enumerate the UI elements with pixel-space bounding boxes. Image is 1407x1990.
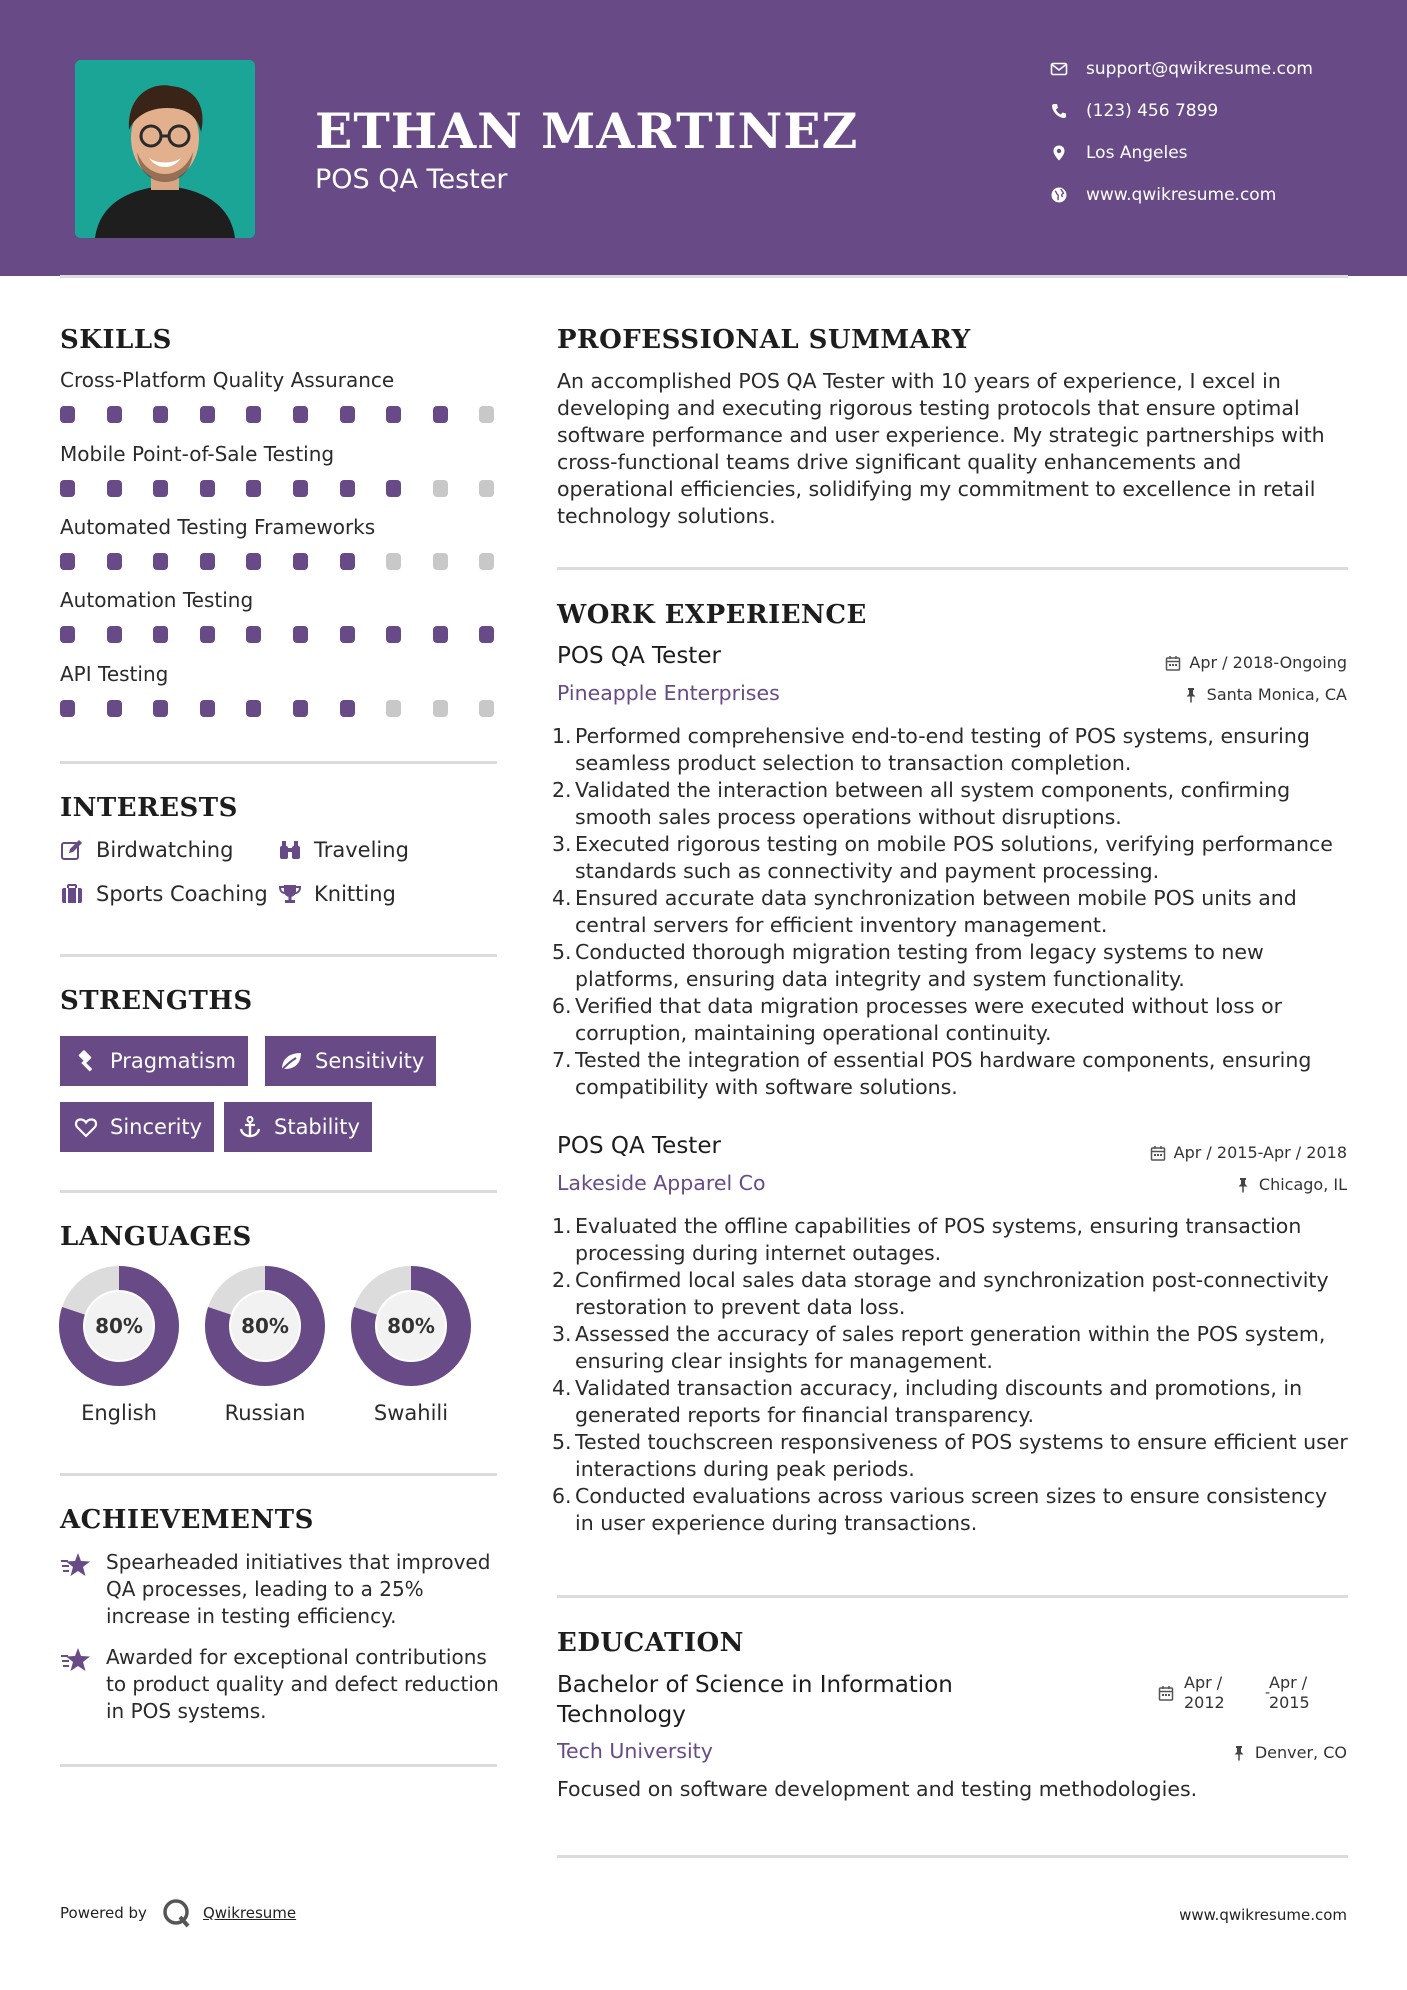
duty-item	[552, 993, 1352, 1047]
degree-line: Bachelor of Science in Information	[557, 1672, 953, 1698]
education-location	[1231, 1743, 1347, 1762]
duty-text: Validated the interaction between all system components, confirming smooth sales process operations without disruptions.	[575, 778, 1291, 829]
interest-label: Sports Coaching	[96, 882, 268, 906]
job-location	[1235, 1175, 1347, 1194]
duty-text: Conducted thorough migration testing from legacy systems to new platforms, ensuring data integrity and system functionality.	[575, 940, 1264, 991]
leaf-icon	[279, 1049, 303, 1073]
skills-heading: SKILLS	[60, 325, 172, 355]
duty-item	[552, 939, 1352, 993]
duty-item	[552, 1429, 1352, 1483]
duty-text: Conducted evaluations across various screen sizes to ensure consistency in user experience during transactions.	[575, 1484, 1328, 1535]
skill-dot-filled	[60, 626, 75, 643]
skill-dot-filled	[386, 480, 401, 497]
education-dates	[1158, 1673, 1348, 1715]
pushpin-icon	[1231, 1745, 1247, 1761]
achievement-text: Spearheaded initiatives that improved QA processes, leading to a 25% increase in testing efficiency.	[106, 1550, 491, 1628]
person-avatar-icon	[75, 60, 255, 238]
job-duties	[552, 1213, 1352, 1537]
duty-text: Performed comprehensive end-to-end testing of POS systems, ensuring seamless product selection to transaction completion.	[575, 724, 1310, 775]
edit-icon	[60, 838, 84, 862]
skill-dot-filled	[340, 406, 355, 423]
language-name: Swahili	[373, 1401, 449, 1425]
education-start-year: 2012	[1184, 1693, 1225, 1712]
duty-number: 1.	[552, 724, 572, 748]
section-divider	[60, 954, 497, 957]
skill-dot-filled	[340, 700, 355, 717]
skill-dot-filled	[153, 480, 168, 497]
skill-dot-filled	[340, 553, 355, 570]
education-end-year: 2015	[1269, 1693, 1310, 1712]
strength-badge	[60, 1102, 214, 1152]
job-title: POS QA Tester	[557, 643, 721, 669]
interest-label: Knitting	[314, 882, 396, 906]
interest-label: Traveling	[314, 838, 409, 862]
duty-text: Confirmed local sales data storage and synchronization post-connectivity restoration to prevent data loss.	[575, 1268, 1329, 1319]
envelope-icon	[1050, 60, 1068, 78]
skill-name: Automated Testing Frameworks	[60, 515, 376, 539]
calendar-icon	[1158, 1685, 1174, 1701]
skill-name: Cross-Platform Quality Assurance	[60, 368, 395, 392]
duty-number: 5.	[552, 1430, 572, 1454]
skill-dot-filled	[340, 480, 355, 497]
strength-label: Sincerity	[110, 1115, 203, 1139]
duty-item	[552, 1483, 1352, 1537]
duty-number: 2.	[552, 1268, 572, 1292]
pushpin-icon	[1183, 687, 1199, 703]
skill-dot-filled	[293, 406, 308, 423]
language-ring	[204, 1265, 326, 1387]
language-ring	[58, 1265, 180, 1387]
binoculars-icon	[278, 838, 302, 862]
skill-dot-empty	[479, 700, 494, 717]
skill-rating	[60, 553, 500, 570]
skill-dot-filled	[200, 626, 215, 643]
job-dates-text: Apr / 2015-Apr / 2018	[1173, 1143, 1347, 1162]
section-divider	[557, 1595, 1348, 1598]
section-divider	[60, 1190, 497, 1193]
job-dates-text: Apr / 2018-Ongoing	[1189, 653, 1347, 672]
achievements-heading: ACHIEVEMENTS	[60, 1505, 314, 1535]
profile-photo	[75, 60, 255, 238]
job-duties	[552, 723, 1352, 1101]
skill-dot-filled	[386, 406, 401, 423]
job-dates	[1165, 653, 1347, 672]
contact-location	[1050, 141, 1188, 165]
summary-heading: PROFESSIONAL SUMMARY	[557, 325, 971, 355]
duty-number: 2.	[552, 778, 572, 802]
achievement-item	[60, 1644, 500, 1725]
strength-badge	[224, 1102, 372, 1152]
interest-label: Birdwatching	[96, 838, 234, 862]
skill-dot-empty	[433, 480, 448, 497]
calendar-icon	[1150, 1145, 1166, 1161]
language-percent: 80%	[95, 1314, 143, 1338]
strength-label: Pragmatism	[110, 1049, 236, 1073]
job-location-text: Santa Monica, CA	[1206, 685, 1347, 704]
skill-dot-empty	[479, 553, 494, 570]
education-start-month: Apr /	[1184, 1673, 1223, 1692]
skill-name: Automation Testing	[60, 588, 254, 612]
skill-dot-filled	[293, 553, 308, 570]
star-icon	[60, 1646, 92, 1674]
education-end-month: Apr /	[1269, 1673, 1308, 1692]
duty-text: Ensured accurate data synchronization between mobile POS units and central servers for efficient inventory management.	[575, 886, 1297, 937]
trophy-icon	[278, 882, 302, 906]
skill-dot-filled	[433, 406, 448, 423]
duty-text: Executed rigorous testing on mobile POS solutions, verifying performance standards such as connectivity and payment processing.	[575, 832, 1333, 883]
duty-item	[552, 885, 1352, 939]
skill-dot-filled	[200, 480, 215, 497]
languages-heading: LANGUAGES	[60, 1222, 252, 1252]
job-location-text: Chicago, IL	[1258, 1175, 1347, 1194]
skill-dot-filled	[479, 626, 494, 643]
language-item	[204, 1265, 326, 1425]
contact-email-text: support@qwikresume.com	[1086, 59, 1313, 79]
strength-label: Sensitivity	[315, 1049, 425, 1073]
strength-badge	[265, 1036, 436, 1086]
pushpin-icon	[1235, 1177, 1251, 1193]
skill-name: Mobile Point-of-Sale Testing	[60, 442, 335, 466]
contact-location-text: Los Angeles	[1086, 143, 1188, 163]
skill-dot-empty	[479, 480, 494, 497]
skill-dot-filled	[246, 700, 261, 717]
section-divider	[60, 761, 497, 764]
skill-dot-filled	[386, 626, 401, 643]
skill-dot-filled	[60, 700, 75, 717]
interest-item	[60, 838, 233, 862]
duty-number: 6.	[552, 994, 572, 1018]
section-divider	[557, 1855, 1348, 1858]
duty-text: Verified that data migration processes were executed without loss or corruption, maintaining operational continuity.	[575, 994, 1283, 1045]
education-heading: EDUCATION	[557, 1628, 744, 1658]
contact-website[interactable]	[1050, 183, 1276, 207]
heart-icon	[74, 1115, 98, 1139]
duty-text: Validated transaction accuracy, including discounts and promotions, in generated reports for financial transparency.	[575, 1376, 1303, 1427]
skill-dot-filled	[153, 626, 168, 643]
phone-icon	[1050, 102, 1068, 120]
skill-rating	[60, 626, 500, 643]
duty-item	[552, 777, 1352, 831]
duty-item	[552, 1047, 1352, 1101]
calendar-icon	[1165, 655, 1181, 671]
map-pin-icon	[1050, 144, 1068, 162]
language-percent: 80%	[387, 1314, 435, 1338]
section-divider	[60, 1473, 497, 1476]
achievement-text: Awarded for exceptional contributions to product quality and defect reduction in POS systems.	[106, 1645, 499, 1723]
section-divider	[557, 567, 1348, 570]
duty-item	[552, 1321, 1352, 1375]
footer-powered-by[interactable]	[60, 1897, 296, 1929]
skill-rating	[60, 700, 500, 717]
candidate-name: ETHAN MARTINEZ	[315, 102, 859, 160]
skill-rating	[60, 480, 500, 497]
degree-line: Technology	[557, 1702, 686, 1728]
job-title: POS QA Tester	[557, 1133, 721, 1159]
duty-number: 3.	[552, 1322, 572, 1346]
skill-dot-empty	[386, 700, 401, 717]
footer-brand-link[interactable]: Qwikresume	[202, 1904, 297, 1922]
skill-dot-filled	[340, 626, 355, 643]
contact-phone-text: (123) 456 7899	[1086, 101, 1219, 121]
duty-item	[552, 1267, 1352, 1321]
globe-icon	[1050, 186, 1068, 204]
duty-item	[552, 723, 1352, 777]
interest-item	[278, 882, 396, 906]
job-dates	[1150, 1143, 1347, 1162]
qwikresume-logo-icon	[161, 1897, 193, 1929]
briefcase-icon	[60, 882, 84, 906]
company-name: Pineapple Enterprises	[557, 681, 780, 705]
skill-dot-empty	[433, 700, 448, 717]
contact-phone[interactable]	[1050, 99, 1218, 123]
language-item	[58, 1265, 180, 1425]
duty-text: Evaluated the offline capabilities of POS systems, ensuring transaction processing during internet outages.	[575, 1214, 1302, 1265]
skill-dot-filled	[60, 406, 75, 423]
skill-dot-filled	[107, 406, 122, 423]
achievement-item	[60, 1549, 500, 1630]
duty-item	[552, 1375, 1352, 1429]
duty-number: 3.	[552, 832, 572, 856]
education-date-separator: -	[1265, 1685, 1271, 1701]
section-divider	[60, 1764, 497, 1767]
skill-dot-filled	[293, 700, 308, 717]
skill-dot-filled	[60, 553, 75, 570]
language-percent: 80%	[241, 1314, 289, 1338]
duty-text: Assessed the accuracy of sales report generation within the POS system, ensuring clear insights for management.	[575, 1322, 1326, 1373]
skill-dot-empty	[479, 406, 494, 423]
summary-text: An accomplished POS QA Tester with 10 years of experience, I excel in developing and executing rigorous testing protocols that ensure optimal software performance and user experience. My strategic partnerships with cross-functional teams drive significant quality enhancements and operational efficiencies, solidifying my commitment to excellence in retail technology solutions.	[557, 369, 1325, 528]
duty-number: 4.	[552, 1376, 572, 1400]
interest-item	[60, 882, 268, 906]
skill-dot-filled	[246, 480, 261, 497]
skill-dot-filled	[246, 406, 261, 423]
strength-label: Stability	[274, 1115, 360, 1139]
footer-website-link[interactable]: www.qwikresume.com	[1179, 1906, 1347, 1924]
skill-dot-empty	[433, 553, 448, 570]
contact-email[interactable]	[1050, 57, 1313, 81]
skill-dot-filled	[60, 480, 75, 497]
skill-dot-filled	[153, 700, 168, 717]
skill-dot-filled	[200, 700, 215, 717]
skill-dot-filled	[200, 553, 215, 570]
powered-by-text: Powered by	[60, 1904, 147, 1922]
duty-number: 5.	[552, 940, 572, 964]
education-location-text: Denver, CO	[1254, 1743, 1347, 1762]
duty-number: 4.	[552, 886, 572, 910]
language-name: Russian	[224, 1401, 306, 1425]
skill-dot-filled	[246, 626, 261, 643]
duty-item	[552, 831, 1352, 885]
skill-name: API Testing	[60, 662, 169, 686]
skill-dot-filled	[107, 480, 122, 497]
skill-dot-filled	[153, 553, 168, 570]
language-ring	[350, 1265, 472, 1387]
skill-dot-filled	[107, 700, 122, 717]
interest-item	[278, 838, 409, 862]
skill-dot-filled	[293, 626, 308, 643]
job-location	[1183, 685, 1347, 704]
header-divider	[60, 275, 1348, 278]
education-description: Focused on software development and testing methodologies.	[557, 1777, 1198, 1801]
skill-dot-filled	[293, 480, 308, 497]
duty-text: Tested touchscreen responsiveness of POS systems to ensure efficient user interactions during peak periods.	[575, 1430, 1348, 1481]
skill-dot-filled	[107, 626, 122, 643]
skill-dot-filled	[107, 553, 122, 570]
resume-header	[0, 0, 1407, 276]
interests-heading: INTERESTS	[60, 793, 238, 823]
skill-rating	[60, 406, 500, 423]
language-item	[350, 1265, 472, 1425]
school-name: Tech University	[557, 1739, 713, 1763]
strength-badge	[60, 1036, 248, 1086]
skill-dot-empty	[386, 553, 401, 570]
skill-dot-filled	[153, 406, 168, 423]
skill-dot-filled	[200, 406, 215, 423]
experience-heading: WORK EXPERIENCE	[557, 600, 867, 630]
anchor-icon	[238, 1115, 262, 1139]
duty-number: 1.	[552, 1214, 572, 1238]
gavel-icon	[74, 1049, 98, 1073]
duty-number: 6.	[552, 1484, 572, 1508]
duty-number: 7.	[552, 1048, 572, 1072]
duty-text: Tested the integration of essential POS hardware components, ensuring compatibility with software solutions.	[575, 1048, 1312, 1099]
skill-dot-filled	[433, 626, 448, 643]
skill-dot-filled	[246, 553, 261, 570]
contact-website-text: www.qwikresume.com	[1086, 185, 1277, 205]
strengths-heading: STRENGTHS	[60, 986, 253, 1016]
language-name: English	[81, 1401, 157, 1425]
star-icon	[60, 1551, 92, 1579]
company-name: Lakeside Apparel Co	[557, 1171, 766, 1195]
duty-item	[552, 1213, 1352, 1267]
candidate-title: POS QA Tester	[315, 164, 508, 195]
